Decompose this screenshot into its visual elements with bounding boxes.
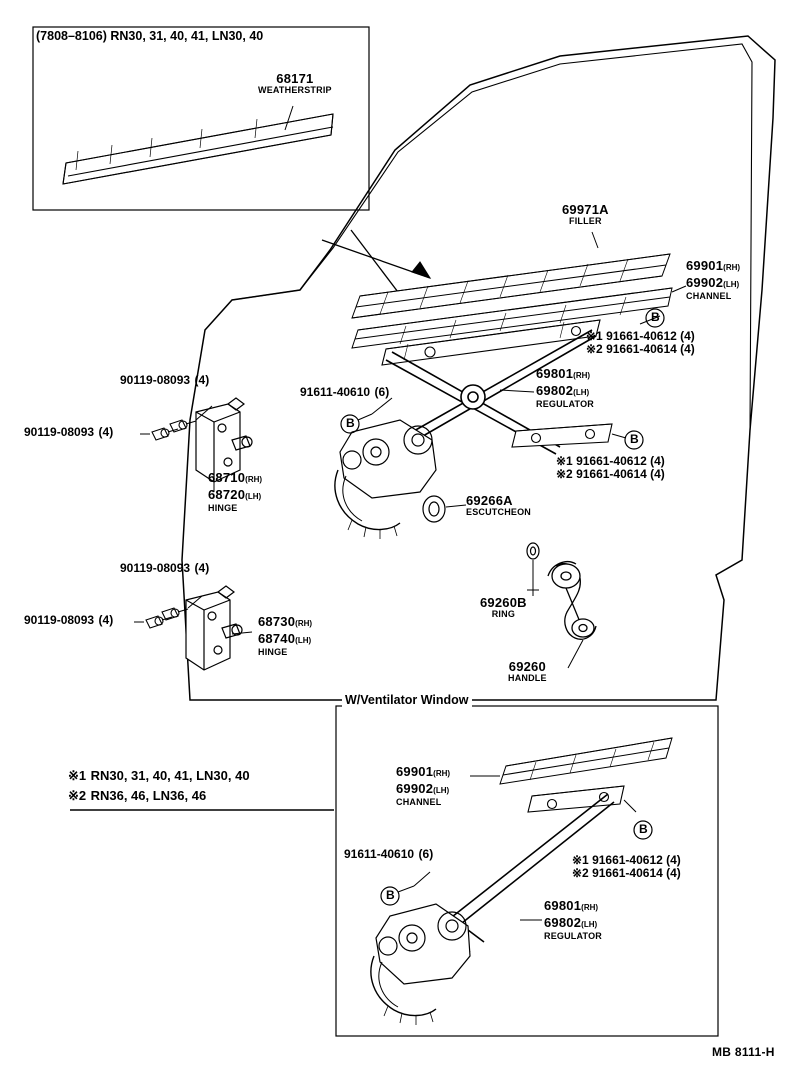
label-regulator — [536, 366, 594, 409]
ring-part-number: 69260B — [480, 595, 527, 610]
regulator-lh-side: (LH) — [573, 387, 590, 397]
vent-channel-lh-part-number: 69902 — [396, 780, 434, 796]
hinge-upper-name: HINGE — [208, 502, 238, 513]
marker-b-left: B — [346, 416, 355, 430]
label-vent-screw — [344, 846, 433, 863]
filler-name: FILLER — [569, 215, 602, 226]
label-weatherstrip — [258, 72, 332, 95]
regulator-screw-qty: (6) — [374, 385, 390, 399]
label-vent-channel — [396, 764, 450, 807]
escutcheon-name: ESCUTCHEON — [466, 506, 532, 517]
bolt-upper-line1: ※1 91661-40612 (4) — [586, 329, 695, 343]
bolt-hinge-u1-part-number: 90119-08093 — [120, 373, 191, 387]
label-bolt-hinge-upper-2 — [24, 424, 113, 441]
filler-part-number: 69971A — [562, 202, 609, 217]
vent-regulator-lh-part-number: 69802 — [544, 914, 582, 930]
bolt-hinge-u2-qty: (4) — [98, 425, 114, 439]
weatherstrip-name: WEATHERSTRIP — [258, 84, 332, 95]
hinge-upper-rh-side: (RH) — [245, 475, 263, 484]
label-vent-regulator — [544, 898, 602, 941]
hinge-lower-lh-side: (LH) — [295, 635, 312, 645]
bolt-hinge-u2-part-number: 90119-08093 — [24, 425, 95, 439]
vent-bolts-line2: ※2 91661-40614 (4) — [572, 865, 681, 880]
handle-part-number: 69260 — [508, 659, 546, 674]
bolt-lower-line2: ※2 91661-40614 (4) — [556, 466, 665, 481]
marker-b-vent-left: B — [386, 888, 395, 902]
ring-name: RING — [491, 608, 516, 619]
vent-channel-lh-side: (LH) — [433, 785, 450, 795]
vent-channel-rh-part-number: 69901 — [396, 764, 434, 779]
label-bolt-lower — [556, 455, 665, 480]
top-inset-header: (7808–8106) RN30, 31, 40, 41, LN30, 40 — [36, 29, 264, 43]
legend-star2-mark: ※2 — [68, 788, 87, 803]
ventilator-box-header: W/Ventilator Window — [342, 694, 472, 707]
label-bolt-hinge-lower-2 — [24, 612, 113, 629]
vent-channel-name: CHANNEL — [396, 796, 442, 807]
handle-name: HANDLE — [508, 672, 547, 683]
regulator-rh-part-number: 69801 — [536, 366, 574, 381]
label-vent-bolts — [572, 854, 681, 879]
label-channel — [686, 258, 740, 301]
figure-code: MB 8111-H — [712, 1045, 775, 1059]
hinge-upper-lh-side: (LH) — [245, 491, 262, 501]
label-bolt-hinge-lower-1 — [120, 560, 209, 577]
vent-channel-rh-side: (RH) — [433, 769, 451, 778]
marker-b-upper-right: B — [651, 310, 660, 324]
channel-name: CHANNEL — [686, 290, 732, 301]
legend-star1-mark: ※1 — [68, 768, 87, 783]
weatherstrip-part-number: 68171 — [276, 71, 314, 86]
channel-lh-side: (LH) — [723, 279, 740, 289]
label-regulator-screw — [300, 384, 389, 401]
channel-rh-part-number: 69901 — [686, 258, 724, 273]
label-filler — [562, 203, 609, 226]
label-handle — [508, 660, 547, 683]
hinge-lower-lh-part-number: 68740 — [258, 630, 296, 646]
label-hinge-upper — [208, 470, 262, 513]
bolt-hinge-l2-qty: (4) — [98, 613, 114, 627]
regulator-name: REGULATOR — [536, 398, 594, 409]
vent-bolts-line1: ※1 91661-40612 (4) — [572, 853, 681, 867]
label-ring — [480, 596, 527, 619]
hinge-upper-rh-part-number: 68710 — [208, 470, 246, 485]
bolt-hinge-l1-qty: (4) — [194, 561, 210, 575]
escutcheon-part-number: 69266A — [466, 493, 513, 508]
hinge-lower-rh-side: (RH) — [295, 619, 313, 628]
regulator-rh-side: (RH) — [573, 371, 591, 380]
vent-screw-part-number: 91611-40610 — [344, 847, 415, 861]
channel-lh-part-number: 69902 — [686, 274, 724, 290]
vent-regulator-name: REGULATOR — [544, 930, 602, 941]
label-hinge-lower — [258, 614, 312, 657]
regulator-lh-part-number: 69802 — [536, 382, 574, 398]
bolt-hinge-l1-part-number: 90119-08093 — [120, 561, 191, 575]
channel-rh-side: (RH) — [723, 263, 741, 272]
vent-screw-qty: (6) — [418, 847, 434, 861]
hinge-lower-rh-part-number: 68730 — [258, 614, 296, 629]
label-escutcheon — [466, 494, 531, 517]
legend-star1-text: RN30, 31, 40, 41, LN30, 40 — [90, 768, 250, 783]
marker-b-vent-right: B — [639, 822, 648, 836]
regulator-screw-part-number: 91611-40610 — [300, 385, 371, 399]
vent-regulator-rh-part-number: 69801 — [544, 898, 582, 913]
hinge-lower-name: HINGE — [258, 646, 288, 657]
label-bolt-hinge-upper-1 — [120, 372, 209, 389]
legend-row-1 — [68, 768, 250, 785]
bolt-upper-line2: ※2 91661-40614 (4) — [586, 341, 695, 356]
legend-row-2 — [68, 788, 206, 805]
bolt-hinge-u1-qty: (4) — [194, 373, 210, 387]
vent-regulator-rh-side: (RH) — [581, 903, 599, 912]
bolt-lower-line1: ※1 91661-40612 (4) — [556, 454, 665, 468]
bolt-hinge-l2-part-number: 90119-08093 — [24, 613, 95, 627]
marker-b-lower-right: B — [630, 432, 639, 446]
legend-star2-text: RN36, 46, LN36, 46 — [90, 788, 207, 803]
vent-regulator-lh-side: (LH) — [581, 919, 598, 929]
label-bolt-upper — [586, 330, 695, 355]
hinge-upper-lh-part-number: 68720 — [208, 486, 246, 502]
